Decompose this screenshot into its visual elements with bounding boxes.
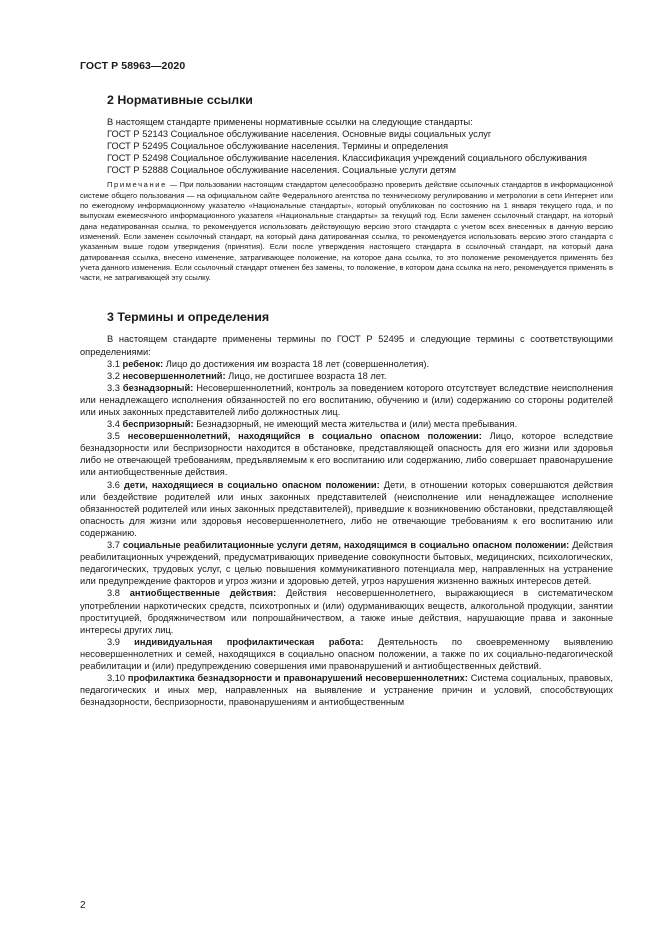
term-name: дети, находящиеся в социально опасном положении: bbox=[123, 479, 380, 490]
document-header: ГОСТ Р 58963—2020 bbox=[80, 60, 186, 72]
section-2-intro: В настоящем стандарте применены нормативные ссылки на следующие стандарты: bbox=[107, 117, 473, 127]
term-number: 3.7 bbox=[107, 540, 123, 551]
reference-note bbox=[80, 180, 613, 283]
term-definition-3-6 bbox=[80, 479, 613, 539]
term-number: 3.3 bbox=[107, 382, 123, 393]
term-number: 3.2 bbox=[107, 370, 123, 381]
term-definition-3-8 bbox=[80, 587, 613, 635]
term-definition-3-7 bbox=[80, 539, 613, 587]
term-def: Действия реабилитационных учреждений, предусматривающих приведение совокупности бытовых, медицинских, психологических, педагогических, трудовых услуг, с целью повышения коммуникативного потенциала мер, направленных на устранение или предупреждение факторов и угроз жизни и здоровью детей, угроз нарушения жизненно важных интересов детей. bbox=[80, 540, 613, 587]
term-def: Действия несовершеннолетнего, выражающиеся в систематическом употреблении наркотических средств, психотропных и (или) одурманивающих веществ, алкогольной продукции, занятии проституцией, бродяжничеством или попрошайничеством, а также иные действия, нарушающие права и законные интересы других лиц. bbox=[80, 588, 613, 635]
term-name: индивидуальная профилактическая работа: bbox=[134, 636, 364, 647]
term-def: Дети, в отношении которых совершаются действия или бездействие родителей или иных законных представителей (неисполнение или ненадлежащее исполнение обязанностей родителей или иных законных представителей), приведшие к возникновению обстановки, представляющей опасность для жизни или здоровья несовершеннолетнего, либо не отвечающие требованиям к его воспитанию или содержанию. bbox=[80, 479, 613, 538]
normative-reference: ГОСТ Р 52495 Социальное обслуживание населения. Термины и определения bbox=[107, 141, 449, 152]
section-2-title: 2 Нормативные ссылки bbox=[107, 93, 253, 107]
page-content bbox=[80, 92, 613, 708]
term-def: Система социальных, правовых, педагогических и иных мер, направленных на выявление и устранение причин и условий, способствующих безнадзорности, беспризорности, правонарушениям и антиобщественным bbox=[80, 673, 613, 708]
section-3-title: 3 Термины и определения bbox=[107, 310, 270, 325]
term-def: Лицо до достижения им возраста 18 лет (совершеннолетия). bbox=[163, 358, 430, 369]
section-3-intro: В настоящем стандарте применены термины по ГОСТ Р 52495 и следующие термины с соответствующими определениями: bbox=[80, 334, 613, 357]
normative-reference: ГОСТ Р 52143 Социальное обслуживание населения. Основные виды социальных услуг bbox=[107, 129, 492, 140]
term-number: 3.4 bbox=[107, 419, 123, 430]
term-definition-3-9 bbox=[80, 636, 613, 672]
term-number: 3.8 bbox=[107, 588, 130, 599]
term-definition-3-1 bbox=[80, 358, 613, 370]
term-name: безнадзорный: bbox=[122, 382, 194, 393]
term-name: социальные реабилитационные услуги детям, находящимся в социально опасном положении: bbox=[122, 540, 570, 551]
page-number: 2 bbox=[80, 900, 86, 911]
term-def: Деятельность по своевременному выявлению несовершеннолетних и семей, находящихся в социально опасном положении, а также по их социально-педагогической реабилитации и (или) предупреждению совершения ими правонарушений и антиобщественных действий. bbox=[80, 636, 613, 671]
term-number: 3.1 bbox=[107, 358, 123, 369]
term-number: 3.6 bbox=[107, 479, 124, 490]
note-label: Примечание bbox=[107, 180, 167, 190]
term-def: Безнадзорный, не имеющий места жительства и (или) места пребывания. bbox=[193, 419, 518, 430]
normative-reference: ГОСТ Р 52888 Социальное обслуживание населения. Социальные услуги детям bbox=[107, 165, 456, 176]
term-name: несовершеннолетний, находящийся в социально опасном положении: bbox=[127, 431, 482, 442]
term-definition-3-10 bbox=[80, 672, 613, 708]
term-name: беспризорный: bbox=[122, 419, 194, 430]
note-text: — При пользовании настоящим стандартом целесообразно проверить действие ссылочных стандартов в информационной системе общего пользования — на официальном сайте Федерального агентства по техническому регулированию и метрологии в сети Интернет или по ежегодному информационному указателю «Национальные стандарты», который опубликован по состоянию на 1 января текущего года, и по выпускам ежемесячного информационного указателя «Национальные стандарты» за текущий год. Если заменен ссылочный стандарт, на который дана недатированная ссылка, то рекомендуется использовать действующую версию этого стандарта с учетом всех внесенных в данную версию изменений. Если заменен ссылочный стандарт, на который дана датированная ссылка, то рекомендуется использовать версию этого стандарта с указанным выше годом утверждения (принятия). Если после утверждения настоящего стандарта в ссылочный стандарт, на который дана датированная ссылка, внесено изменение, затрагивающее положение, на которое дана ссылка, то это положение рекомендуется применять без учета данного изменения. Если ссылочный стандарт отменен без замены, то положение, в котором дана ссылка на него, рекомендуется применять в части, не затрагивающей эту ссылку. bbox=[80, 180, 613, 283]
term-name: антиобщественные действия: bbox=[129, 588, 277, 599]
term-name: несовершеннолетний: bbox=[122, 370, 226, 381]
term-definition-3-4 bbox=[80, 418, 613, 430]
term-definition-3-2 bbox=[80, 370, 613, 382]
normative-reference: ГОСТ Р 52498 Социальное обслуживание населения. Классификация учреждений социального обслуживания bbox=[107, 153, 587, 164]
term-number: 3.5 bbox=[107, 431, 128, 442]
term-definition-3-5 bbox=[80, 430, 613, 478]
term-number: 3.10 bbox=[107, 673, 128, 684]
term-definition-3-3 bbox=[80, 382, 613, 418]
term-def: Лицо, не достигшее возраста 18 лет. bbox=[225, 370, 387, 381]
term-name: профилактика безнадзорности и правонарушений несовершеннолетних: bbox=[127, 673, 468, 684]
term-def: Несовершеннолетний, контроль за поведением которого отсутствует вследствие неисполнения или ненадлежащего исполнения обязанностей по его воспитанию, обучению и (или) содержанию со стороны родителей или иных законных представителей либо должностных лиц. bbox=[80, 382, 613, 417]
term-def: Лицо, которое вследствие безнадзорности или беспризорности находится в обстановке, представляющей опасность для его жизни или здоровья либо не отвечающей требованиям, предъявляемым к его воспитанию или содержанию, либо совершает правонарушение или антиобщественные действия. bbox=[80, 431, 614, 478]
term-number: 3.9 bbox=[107, 636, 135, 647]
term-name: ребенок: bbox=[122, 358, 164, 369]
